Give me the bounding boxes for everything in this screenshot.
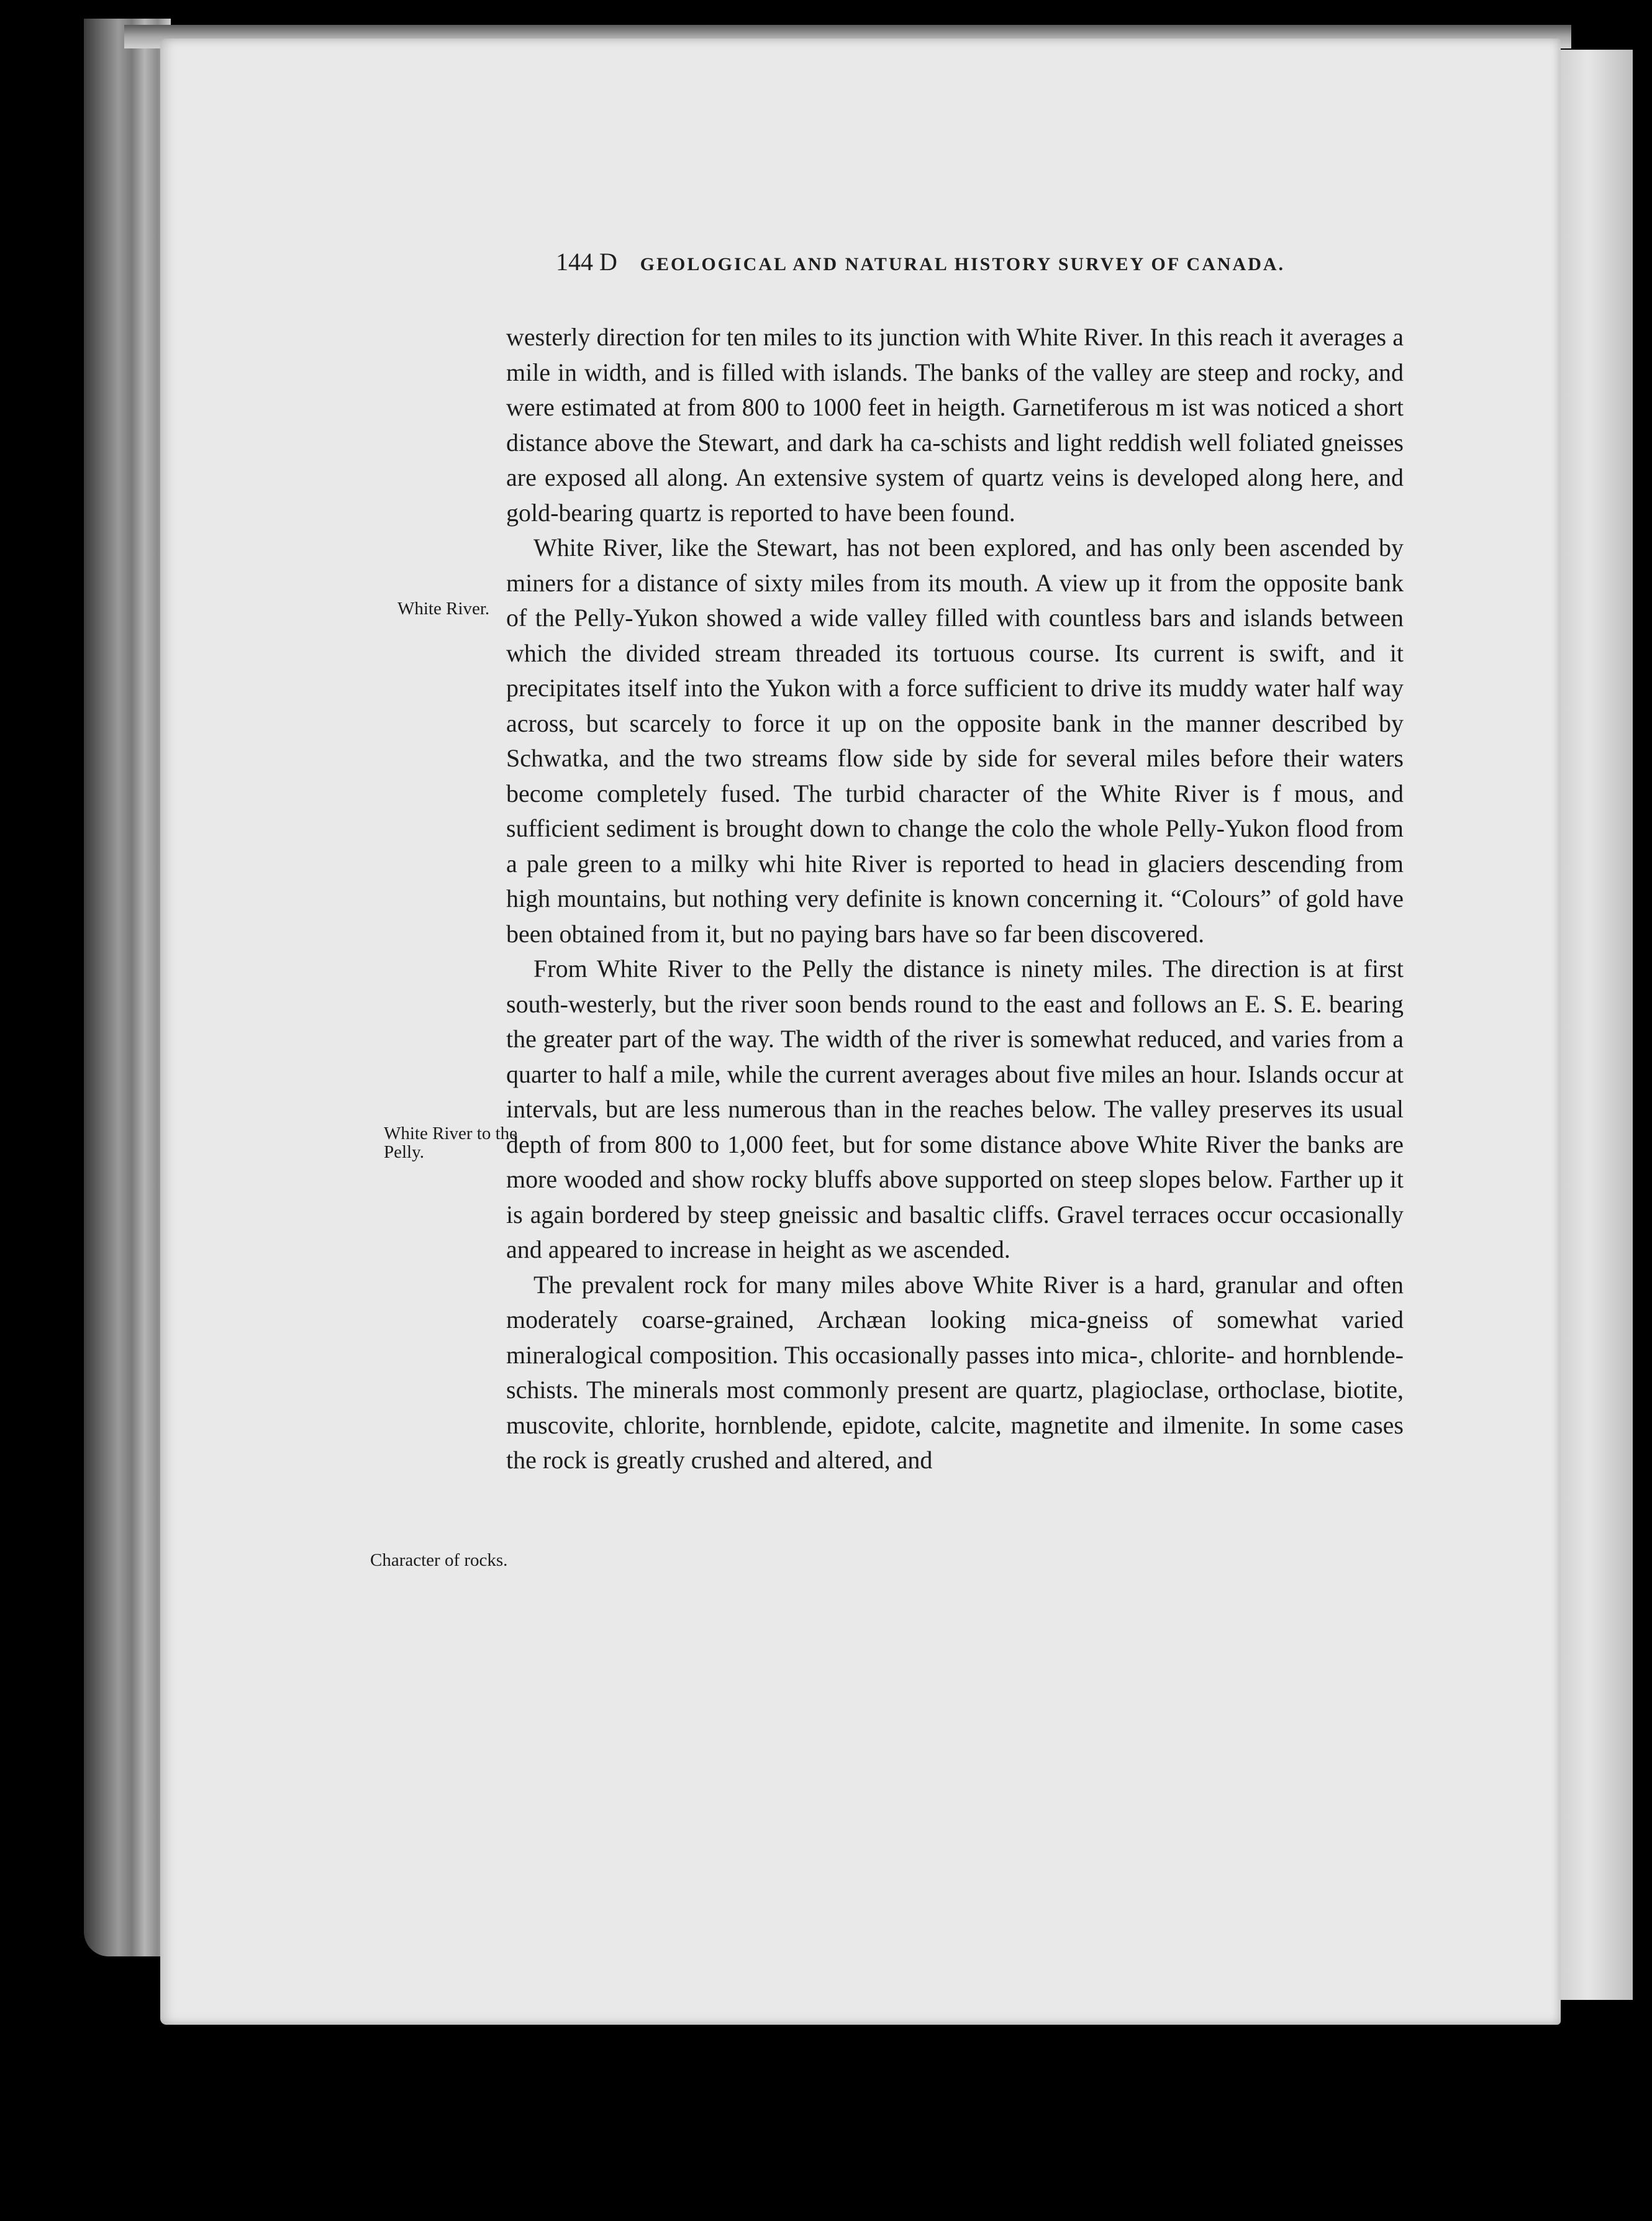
paragraph-white-river-to-pelly: From White River to the Pelly the distance is ninety miles. The direction is at first south-westerly, but the river soon bends round to the east and follows an E. S. E. bearing the greater part of the way. The width of the river is somewhat reduced, and varies from a quarter to half a mile, while the current averages about five miles an hour. Islands occur at intervals, but are less numerous than in the reaches below. The valley preserves its usual depth of from 800 to 1,000 feet, but for some distance above White River the banks are more wooded and show rocky bluffs above supported on steep slopes below. Farther up it is again bordered by steep gneissic and basaltic cliffs. Gravel terraces occur occasionally and appeared to increase in height as we ascended. [506, 955, 1404, 1263]
page-number: 144 D [556, 248, 617, 276]
running-title: GEOLOGICAL AND NATURAL HISTORY SURVEY OF CANADA. [640, 254, 1286, 275]
paragraph-continuation: westerly direction for ten miles to its junction with White River. In this reach it averages a mile in width, and is filled with islands. The banks of the valley are steep and rocky, and were estimated at from 800 to 1000 feet in heigth. Garnetiferous m ist was noticed a short distance above the Stewart, and dark ha ca-schists and light reddish well foliated gneisses are exposed all along. An extensive system of quartz veins is developed along here, and gold-bearing quartz is reported to have been found. [506, 323, 1404, 527]
margin-note-white-river: White River. [397, 599, 490, 619]
book-page-stack [84, 19, 171, 1956]
facing-page-edge [1556, 50, 1633, 2000]
running-head [556, 247, 1354, 276]
body-text [506, 320, 1404, 1478]
paragraph-character-of-rocks: The prevalent rock for many miles above White River is a hard, granular and often moderately coarse-grained, Archæan looking mica-gneiss of somewhat varied mineralogical composition. This occasionally passes into mica-, chlorite- and hornblende-schists. The minerals most commonly present are quartz, plagioclase, orthoclase, biotite, muscovite, chlorite, hornblende, epidote, calcite, magnetite and ilmenite. In some cases the rock is greatly crushed and altered, and [506, 1270, 1404, 1474]
margin-note-white-river-to-pelly: White River to the Pelly. [384, 1124, 518, 1162]
paragraph-white-river: White River, like the Stewart, has not been explored, and has only been ascended by miners for a distance of sixty miles from its mouth. A view up it from the opposite bank of the Pelly-Yukon showed a wide valley filled with countless bars and islands between which the divided stream threaded its tortuous course. Its current is swift, and it precipitates itself into the Yukon with a force sufficient to drive its muddy water half way across, but scarcely to force it up on the opposite bank in the manner described by Schwatka, and the two streams flow side by side for several miles before their waters become completely fused. The turbid character of the White River is f mous, and sufficient sediment is brought down to change the colo the whole Pelly-Yukon flood from a pale green to a milky whi hite River is reported to head in glaciers descending from high mountains, but nothing very definite is known concerning it. “Colours” of gold have been obtained from it, but no paying bars have so far been discovered. [506, 534, 1404, 948]
margin-note-character-of-rocks: Character of rocks. [370, 1550, 508, 1570]
